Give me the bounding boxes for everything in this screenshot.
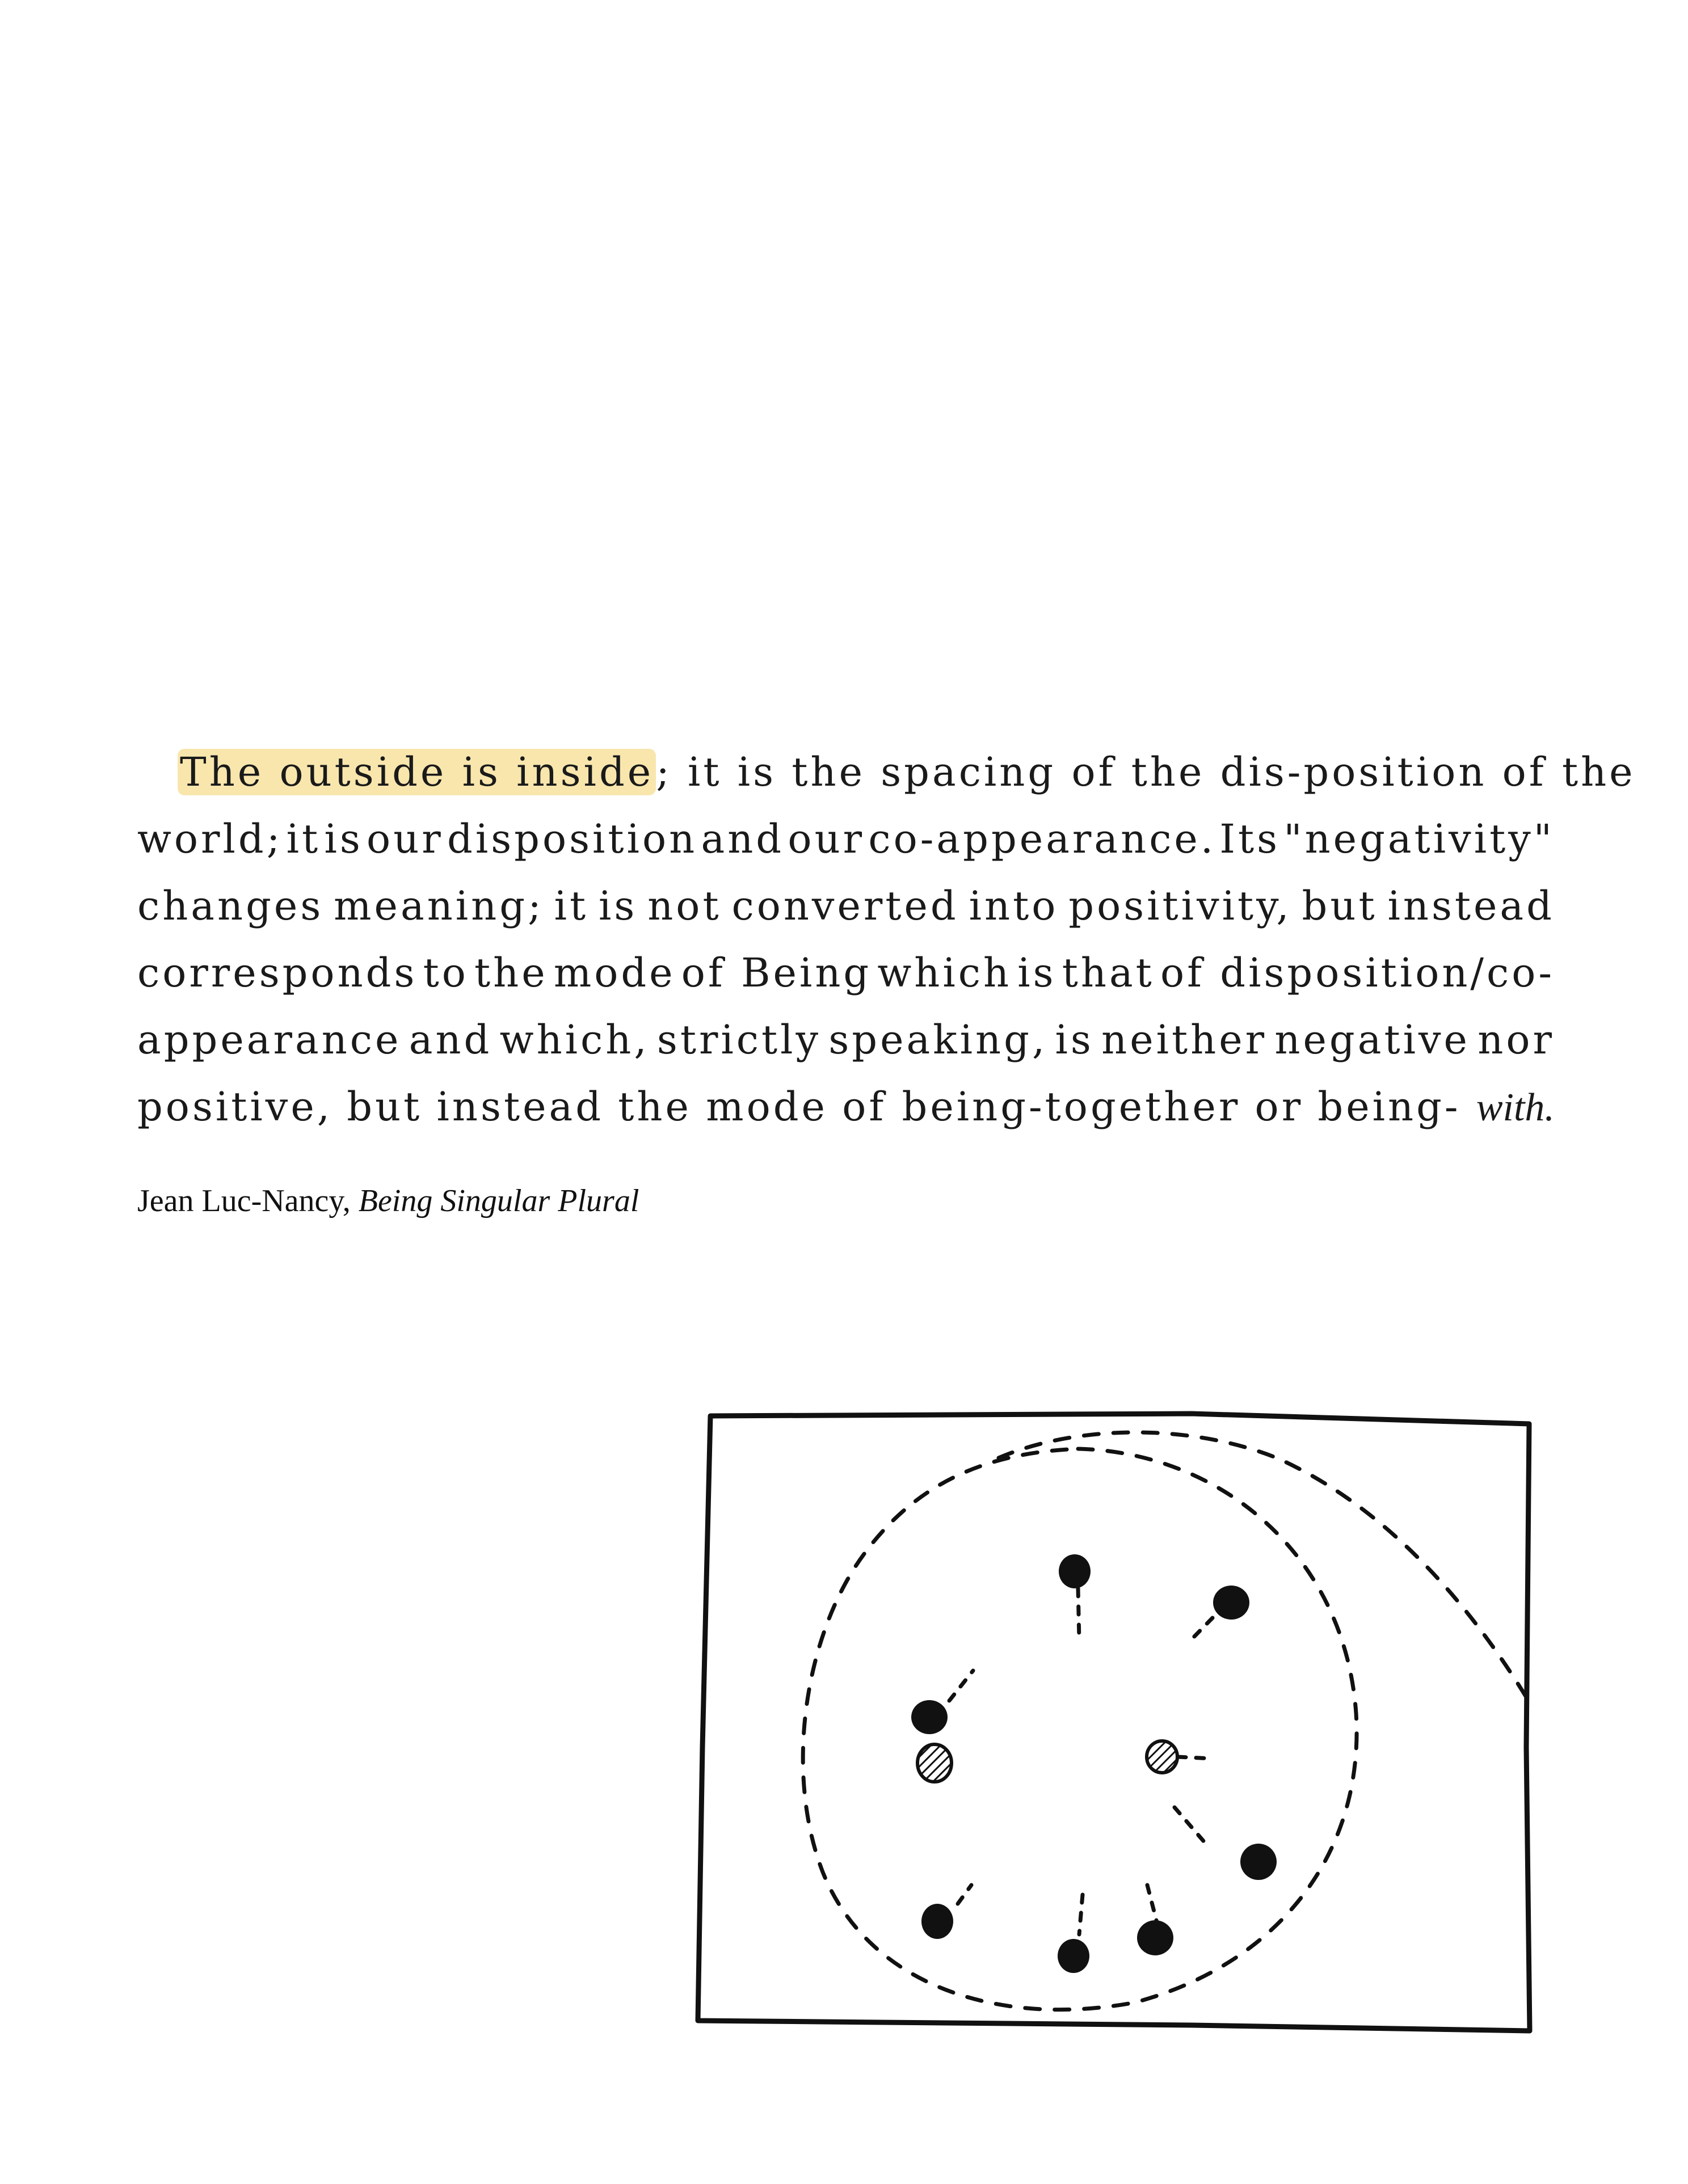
word: which, xyxy=(499,1017,650,1063)
dashed-circle xyxy=(803,1449,1357,2010)
italic-word: with. xyxy=(1476,1086,1555,1129)
word: of Being xyxy=(681,950,872,996)
word: world; xyxy=(137,816,283,862)
filled-figure xyxy=(911,1700,948,1734)
word: meaning; xyxy=(334,883,544,929)
filled-figure xyxy=(1059,1554,1091,1588)
filled-figures xyxy=(911,1554,1277,1973)
word: neither xyxy=(1101,1017,1268,1063)
citation-book-title: Being Singular Plural xyxy=(358,1183,639,1219)
word: corresponds xyxy=(137,950,418,996)
word: our xyxy=(788,816,865,862)
word: is xyxy=(1055,1017,1094,1063)
word: our xyxy=(367,816,444,862)
word: and xyxy=(409,1017,492,1063)
word: is xyxy=(1017,950,1056,996)
sketch-frame xyxy=(698,1414,1530,2031)
word: is xyxy=(599,883,638,929)
hatched-figure xyxy=(1147,1741,1177,1773)
word: negative xyxy=(1274,1017,1470,1063)
filled-figure xyxy=(1213,1586,1249,1620)
quote-line-5 xyxy=(137,1017,1555,1083)
citation-author: Jean Luc-Nancy, xyxy=(137,1183,359,1219)
hatched-figures xyxy=(917,1741,1177,1782)
word: into xyxy=(969,883,1059,929)
word: it xyxy=(554,883,589,929)
word: nor xyxy=(1477,1017,1555,1063)
filled-figure xyxy=(921,1904,953,1939)
word: "negativity" xyxy=(1283,816,1555,862)
filled-figure xyxy=(1137,1920,1173,1955)
word: positive, xyxy=(137,1083,333,1130)
word-with-italic xyxy=(1317,1083,1555,1131)
quote-passage xyxy=(137,749,1636,1150)
word: instead xyxy=(436,1083,604,1130)
word: and xyxy=(701,816,785,862)
filled-figure xyxy=(1058,1939,1089,1973)
word: but xyxy=(347,1083,423,1130)
word: mode xyxy=(706,1083,828,1130)
quote-line-4 xyxy=(137,950,1555,1017)
word: strictly xyxy=(656,1017,822,1063)
word: Its xyxy=(1219,816,1281,862)
word: the xyxy=(618,1083,692,1130)
citation xyxy=(137,1183,639,1219)
hatched-figure xyxy=(917,1744,952,1782)
word: being- xyxy=(1317,1083,1461,1130)
word: the xyxy=(474,950,548,996)
word: is xyxy=(324,816,363,862)
word: of disposition/co- xyxy=(1160,950,1555,996)
word: co-appearance. xyxy=(868,816,1216,862)
quote-line-3 xyxy=(137,883,1555,950)
word: to xyxy=(423,950,469,996)
word: instead xyxy=(1387,883,1555,929)
filled-figure xyxy=(1240,1844,1277,1880)
word: which xyxy=(877,950,1012,996)
quote-line-6 xyxy=(137,1083,1555,1150)
word: but xyxy=(1302,883,1378,929)
word: it xyxy=(286,816,321,862)
word: that xyxy=(1062,950,1155,996)
word: converted xyxy=(731,883,959,929)
quote-line-2 xyxy=(137,816,1555,883)
word: mode xyxy=(553,950,676,996)
highlighted-phrase: The outside is inside xyxy=(178,749,656,795)
word: appearance xyxy=(137,1017,402,1063)
word: not xyxy=(647,883,722,929)
quote-line-1 xyxy=(137,749,1636,816)
word: speaking, xyxy=(828,1017,1048,1063)
word: changes xyxy=(137,883,324,929)
word: positivity, xyxy=(1068,883,1292,929)
quote-line-text: ; it is the spacing of the dis-position of the xyxy=(656,749,1636,795)
word: or xyxy=(1255,1083,1304,1130)
word: of being-together xyxy=(842,1083,1241,1130)
circle-of-figures-sketch xyxy=(681,1407,1543,2042)
word: disposition xyxy=(447,816,698,862)
